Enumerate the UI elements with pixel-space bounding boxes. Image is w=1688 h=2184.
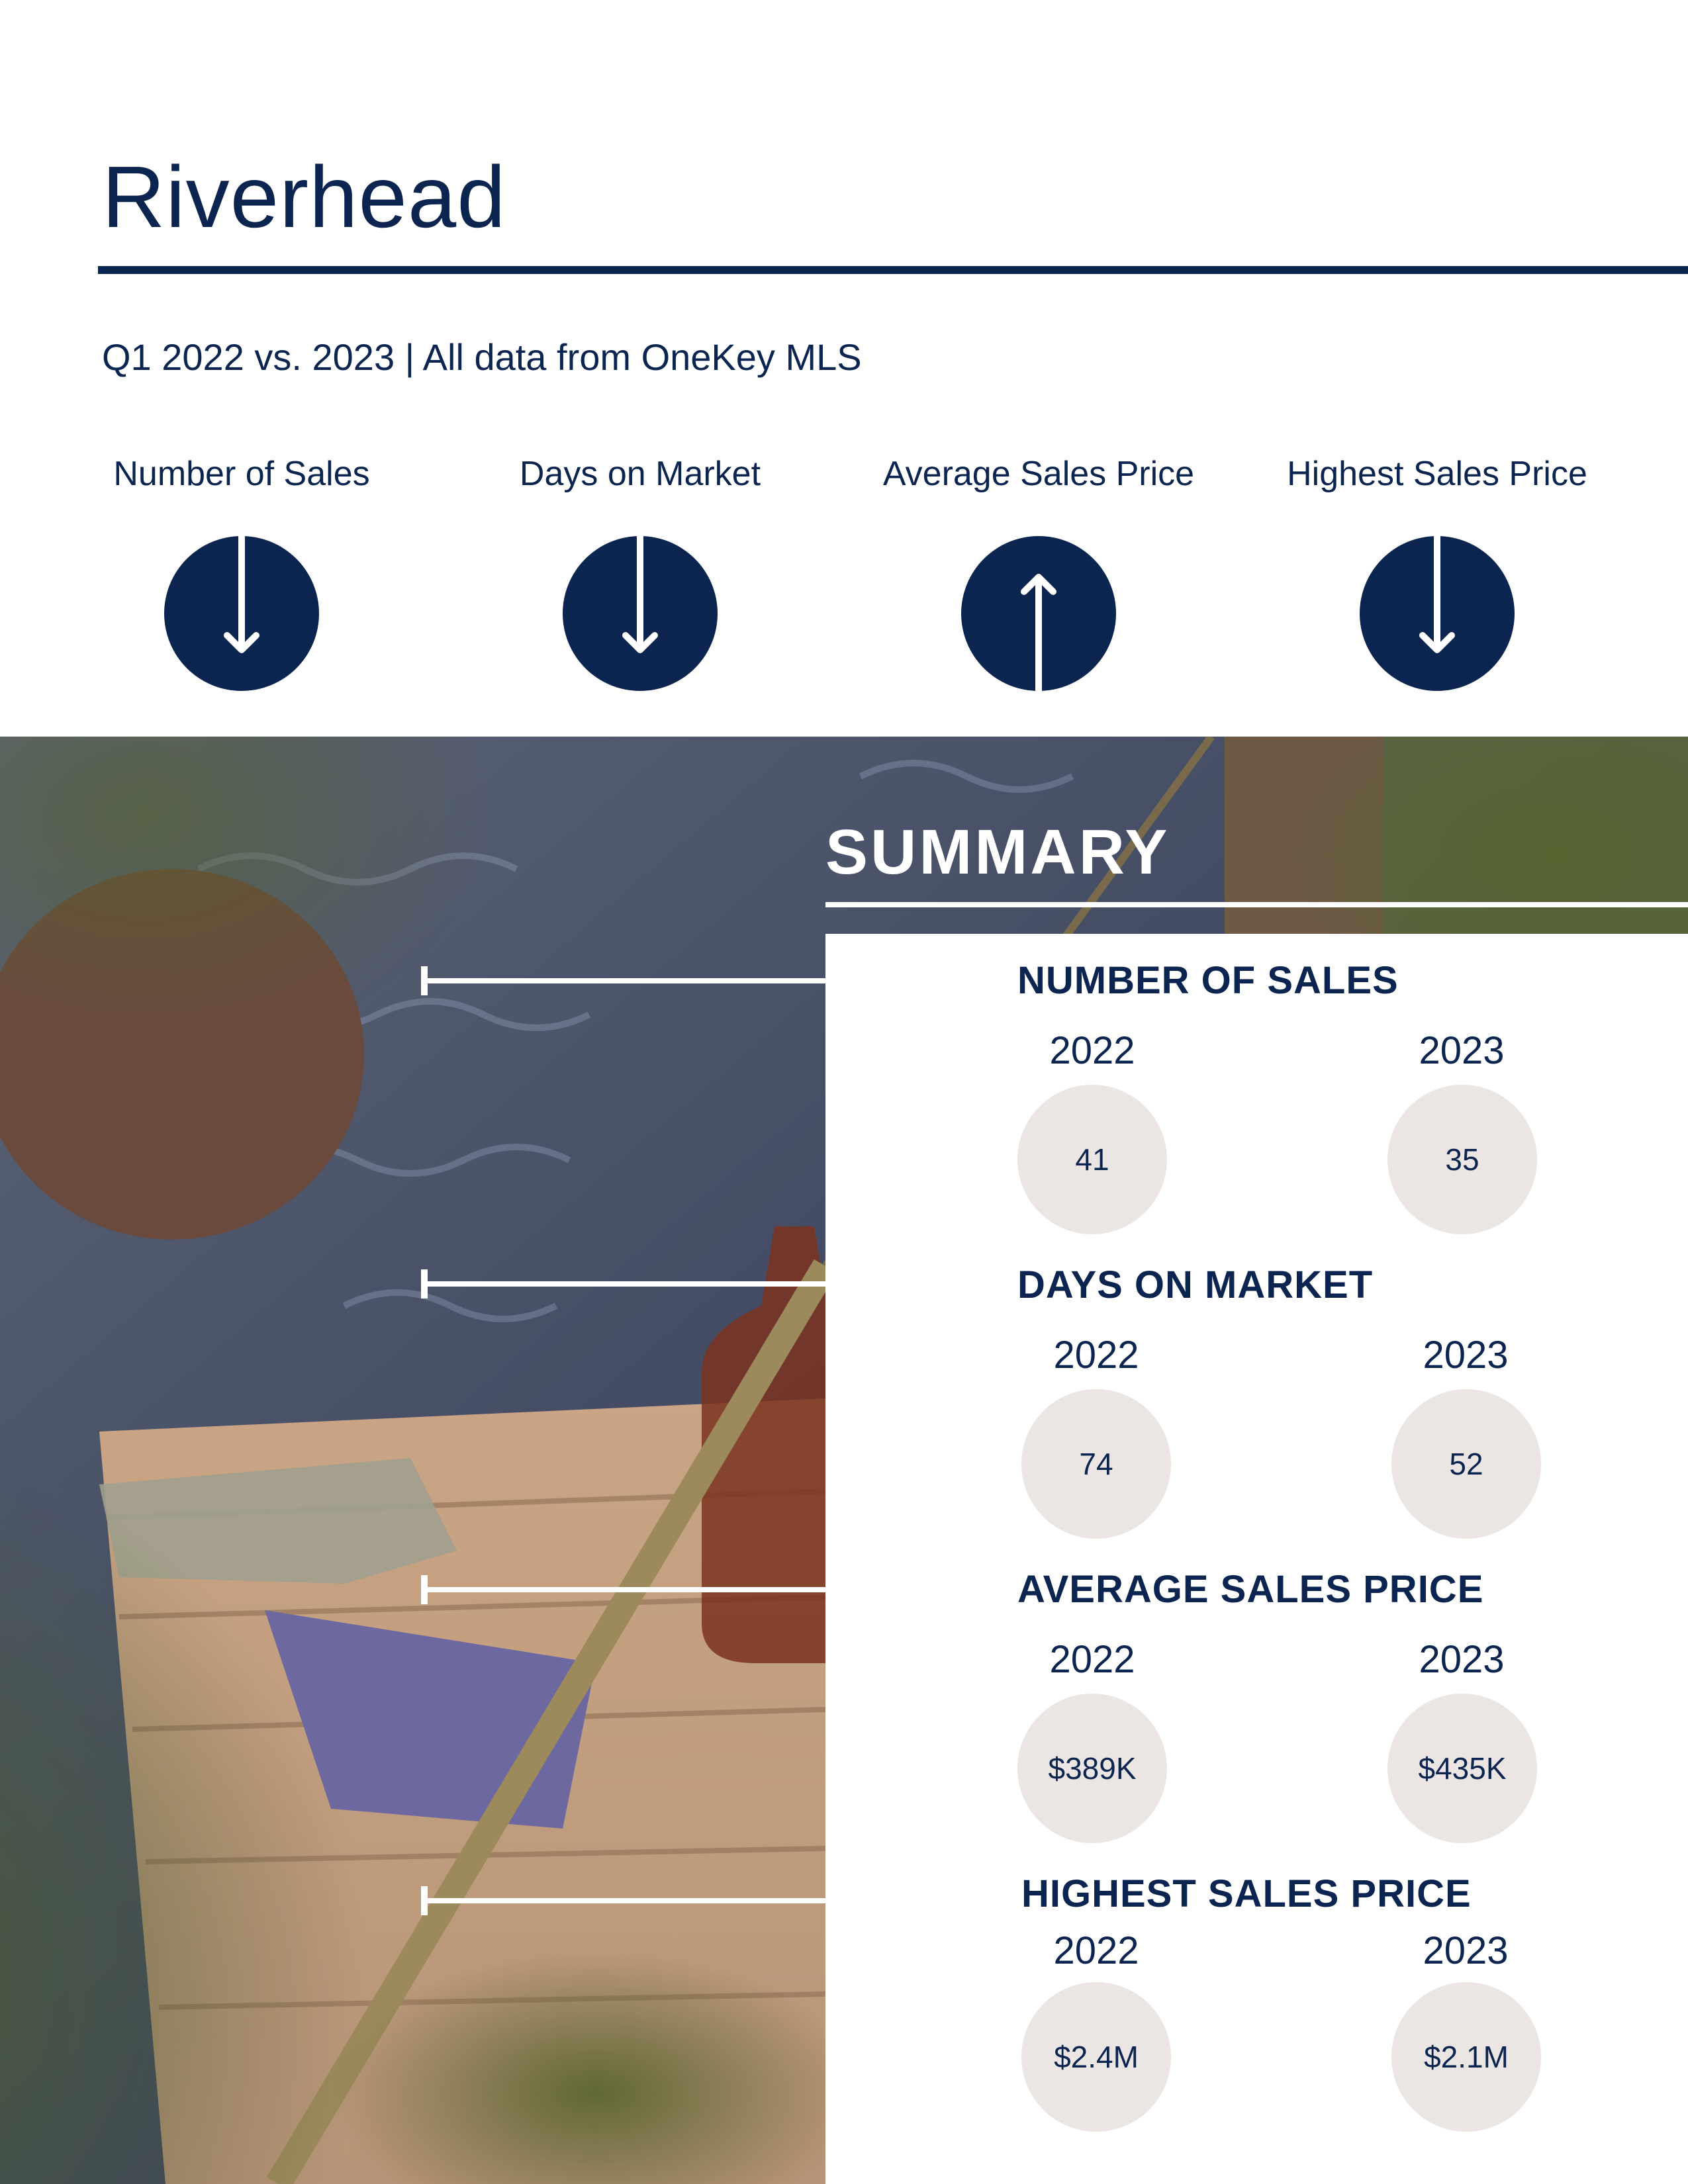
value-circle-2023: 52: [1391, 1389, 1541, 1539]
year-label: 2022: [1049, 1029, 1135, 1072]
section-heading: HIGHEST SALES PRICE: [1021, 1872, 1472, 1915]
value-circle-2022: $2.4M: [1021, 1982, 1171, 2132]
value-circle-2023: 35: [1387, 1085, 1537, 1234]
section-heading: NUMBER OF SALES: [1017, 959, 1399, 1002]
metric-label: Highest Sales Price: [1287, 455, 1587, 493]
metric-label: Days on Market: [519, 455, 761, 493]
connector-cap: [421, 1575, 428, 1604]
value-circle-2023: $435K: [1387, 1694, 1537, 1843]
connector-line: [421, 1587, 825, 1592]
value-circle-2022: $389K: [1017, 1694, 1167, 1843]
year-label: 2023: [1419, 1029, 1505, 1072]
arrow-down-icon: [164, 536, 319, 691]
year-label: 2022: [1053, 1334, 1139, 1377]
summary-divider: [825, 902, 1688, 907]
metric-number-of-sales: [70, 457, 414, 695]
connector-cap: [421, 1886, 428, 1915]
page-title: Riverhead: [102, 148, 506, 246]
summary-panel: [825, 934, 1688, 2184]
metric-average-sales-price: [867, 457, 1211, 695]
year-label: 2022: [1049, 1638, 1135, 1681]
section-heading: AVERAGE SALES PRICE: [1017, 1568, 1484, 1611]
year-label: 2023: [1423, 1929, 1509, 1972]
metric-highest-sales-price: [1265, 457, 1609, 695]
metric-label: Average Sales Price: [882, 455, 1195, 493]
value-circle-2022: 74: [1021, 1389, 1171, 1539]
connector-cap: [421, 1269, 428, 1298]
metric-label: Number of Sales: [113, 455, 370, 493]
value-circle-2023: $2.1M: [1391, 1982, 1541, 2132]
connector-cap: [421, 966, 428, 995]
title-divider: [98, 266, 1688, 274]
connector-line: [421, 978, 825, 983]
arrow-down-icon: [1360, 536, 1515, 691]
arrow-down-icon: [563, 536, 718, 691]
section-heading: DAYS ON MARKET: [1017, 1263, 1374, 1306]
value-circle-2022: 41: [1017, 1085, 1167, 1234]
year-label: 2023: [1423, 1334, 1509, 1377]
metric-days-on-market: [468, 457, 812, 695]
year-label: 2022: [1053, 1929, 1139, 1972]
connector-line: [421, 1898, 825, 1903]
year-label: 2023: [1419, 1638, 1505, 1681]
arrow-up-icon: [961, 536, 1116, 691]
summary-title: SUMMARY: [825, 817, 1170, 887]
connector-line: [421, 1281, 825, 1287]
page-subtitle: Q1 2022 vs. 2023 | All data from OneKey MLS: [102, 336, 862, 378]
